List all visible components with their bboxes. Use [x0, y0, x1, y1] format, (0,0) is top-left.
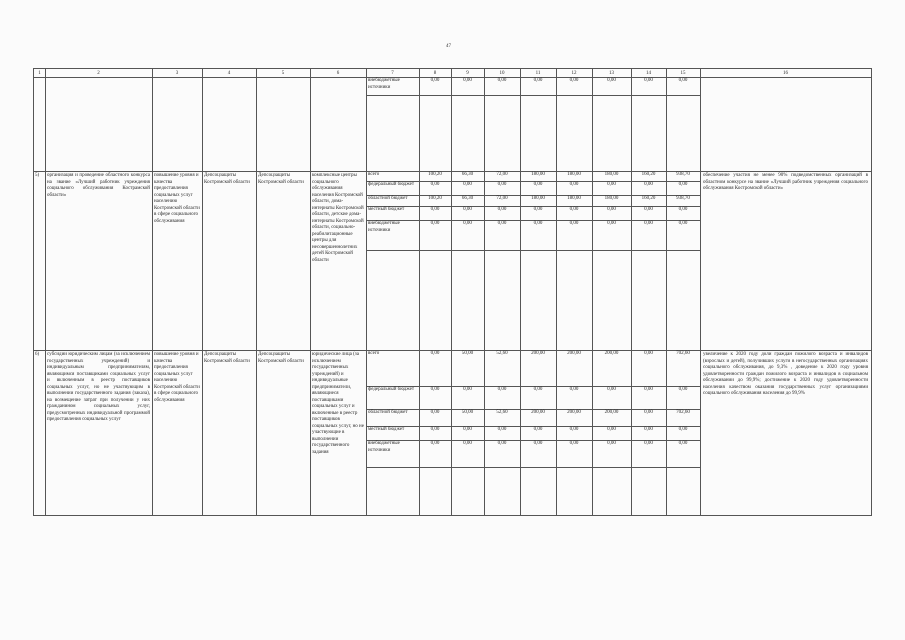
- finance-value: 0,00: [644, 351, 653, 356]
- finance-value: 0,00: [430, 182, 440, 187]
- executor2-text: Депсоцзащиты Костромской области: [258, 352, 304, 364]
- finance-value: 200,00: [567, 410, 581, 415]
- finance-value: 0,00: [497, 182, 507, 187]
- finance-value: 0,00: [463, 207, 472, 212]
- column-divider: [152, 69, 153, 515]
- finance-value: 160,20: [641, 196, 656, 201]
- page-number: 47: [446, 44, 451, 49]
- column-divider: [666, 69, 667, 515]
- finance-value: 0,00: [430, 441, 440, 446]
- finance-value: 180,00: [531, 172, 545, 177]
- finance-value: 0,00: [607, 182, 616, 187]
- finance-source: всего: [368, 351, 380, 356]
- finance-value: 200,00: [531, 410, 545, 415]
- finance-value: 66,30: [461, 196, 474, 201]
- finance-value: 50,00: [461, 351, 474, 356]
- finance-value: 0,00: [569, 441, 579, 446]
- finance-value: 0,00: [644, 441, 653, 446]
- finance-value: 0,00: [497, 387, 507, 392]
- header-cell: 15: [680, 71, 686, 76]
- header-cell: 9: [466, 71, 469, 76]
- finance-value: 0,00: [678, 78, 688, 83]
- finance-value: 0,00: [497, 221, 507, 226]
- column-divider: [631, 69, 632, 515]
- header-cell: 5: [281, 71, 285, 76]
- finance-value: 0,00: [644, 410, 653, 415]
- finance-value: 0,00: [497, 78, 507, 83]
- finance-value: 180,00: [604, 196, 619, 201]
- finance-value: 180,00: [567, 172, 581, 177]
- finance-source: всего: [368, 172, 380, 177]
- finance-value: 0,00: [678, 221, 688, 226]
- result-text: увеличение к 2020 году доли граждан пожилого возраста и инвалидов (взрослых и детей), получивших услуги в негосударственных организациях социального обслуживания, до 9,3% , доведение к 2020 году уровня удовлетворенности граждан пожилого возраста и инвалидов в социальном обслуживании до 99,9%; достижение к 2020 году удовлетворенности населения качеством оказания государственных услуг организациями социального обслуживания населения до 99,9%: [703, 352, 868, 396]
- finance-value: 0,00: [644, 207, 653, 212]
- finance-value: 0,00: [463, 78, 472, 83]
- finance-value: 0,00: [533, 441, 543, 446]
- finance-value: 0,00: [607, 441, 616, 446]
- finance-value: 0,00: [430, 387, 440, 392]
- finance-value: 0,00: [497, 427, 507, 432]
- finance-value: 0,00: [644, 387, 653, 392]
- finance-value: 72,00: [496, 172, 508, 177]
- finance-value: 0,00: [607, 207, 616, 212]
- finance-source: местный бюджет: [368, 207, 405, 212]
- finance-source: областной бюджет: [368, 196, 408, 201]
- finance-value: 160,20: [641, 172, 656, 177]
- header-cell: 12: [571, 71, 577, 76]
- program-table: [33, 68, 872, 516]
- finance-value: 0,00: [533, 207, 543, 212]
- finance-source: внебюджетные источники: [368, 78, 400, 90]
- finance-value: 0,00: [533, 387, 543, 392]
- goal-text: повышение уровня и качества предоставления социальных услуг населению Костромской области в сфере социального обслуживания: [154, 173, 200, 224]
- finance-value: 0,00: [569, 387, 579, 392]
- finance-value: 100,20: [428, 196, 442, 201]
- finance-value: 200,00: [567, 351, 581, 356]
- finance-value: 0,00: [644, 182, 653, 187]
- finance-value: 0,00: [607, 427, 616, 432]
- finance-value: 0,00: [463, 441, 472, 446]
- finance-value: 702,60: [676, 410, 690, 415]
- finance-value: 0,00: [430, 207, 440, 212]
- finance-value: 180,00: [604, 172, 619, 177]
- header-cell: 8: [433, 71, 437, 76]
- header-cell: 7: [391, 71, 394, 76]
- column-divider: [484, 69, 485, 515]
- activity-text: организация и проведение областного конкурса на звание «Лучший работник учреждения социального обслуживания Кострамской области»: [47, 173, 150, 198]
- finance-value: 0,00: [463, 182, 472, 187]
- finance-value: 52,60: [496, 351, 508, 356]
- finance-value: 200,00: [604, 351, 619, 356]
- header-cell: 10: [499, 71, 505, 76]
- finance-value: 0,00: [533, 427, 543, 432]
- finance-value: 0,00: [533, 78, 543, 83]
- finance-value: 200,00: [604, 410, 619, 415]
- column-divider: [451, 69, 452, 515]
- finance-value: 72,00: [496, 196, 508, 201]
- finance-value: 0,00: [607, 78, 616, 83]
- column-divider: [556, 69, 557, 515]
- header-cell: 14: [646, 71, 651, 76]
- header-cell: 1: [38, 71, 41, 76]
- finance-value: 52,60: [496, 410, 508, 415]
- finance-value: 0,00: [430, 351, 440, 356]
- finance-value: 0,00: [463, 427, 472, 432]
- finance-value: 0,00: [463, 387, 472, 392]
- participants-text: комплексные центры социального обслуживания населения Костромской области, дома-интернаты Костромской области, детские дома-интернаты Костромской области, социально-реабилитационные центры для несовершеннолетних детей Костромской области: [312, 173, 364, 263]
- participants-text: юридические лица (за исключением государственных учреждений) и индивидуальные предприниматели, являющиеся поставщиками социальных услуг и включенные в реестр поставщиков социальных услуг, но не участвующие в выполнении государственного задания: [312, 352, 364, 455]
- finance-source: федеральный бюджет: [368, 387, 415, 392]
- finance-value: 0,00: [569, 207, 579, 212]
- finance-value: 938,70: [676, 196, 690, 201]
- finance-source: федеральный бюджет: [368, 182, 415, 187]
- executor-text: Депсоцзащиты Костромской области: [204, 173, 250, 185]
- column-divider: [592, 69, 593, 515]
- finance-value: 0,00: [497, 207, 507, 212]
- finance-value: 0,00: [533, 221, 543, 226]
- finance-value: 180,00: [531, 196, 545, 201]
- finance-value: 0,00: [678, 427, 688, 432]
- column-divider: [45, 69, 46, 515]
- finance-value: 200,00: [531, 351, 545, 356]
- finance-value: 0,00: [678, 387, 688, 392]
- column-divider: [256, 69, 257, 515]
- row-number: 6): [35, 352, 40, 357]
- finance-source: внебюджетные источники: [368, 221, 400, 233]
- finance-value: 0,00: [533, 182, 543, 187]
- finance-value: 0,00: [678, 441, 688, 446]
- finance-value: 702,60: [676, 351, 690, 356]
- finance-value: 66,30: [461, 172, 474, 177]
- finance-divider: [366, 95, 700, 96]
- executor-text: Депсоцзащиты Костромской области: [204, 352, 250, 364]
- header-cell: 13: [609, 71, 614, 76]
- header-cell: 4: [227, 71, 231, 76]
- column-divider: [366, 69, 367, 515]
- finance-value: 50,00: [461, 410, 474, 415]
- goal-text: повышение уровня и качества предоставления социальных услуг населению Костромской области в сфере социального обслуживания: [154, 352, 200, 403]
- column-divider: [310, 69, 311, 515]
- column-divider: [419, 69, 420, 515]
- finance-value: 0,00: [678, 182, 688, 187]
- finance-value: 0,00: [607, 221, 616, 226]
- column-divider: [202, 69, 203, 515]
- finance-value: 0,00: [607, 387, 616, 392]
- finance-value: 0,00: [569, 78, 579, 83]
- finance-value: 0,00: [430, 221, 440, 226]
- header-cell: 3: [175, 71, 179, 76]
- finance-value: 0,00: [644, 221, 653, 226]
- finance-value: 0,00: [569, 221, 579, 226]
- header-cell: 2: [97, 71, 100, 76]
- executor2-text: Депсоцзащиты Костромской области: [258, 173, 304, 185]
- activity-text: субсидии юридическим лицам (за исключением государственных учреждений) и индивидуальным предпринимателям, являющимся поставщиками социальных услуг и включенным в реестр поставщиков социальных услуг, но не участвующим в выполнении государственного задания (заказа), на возмещение затрат при получении у них гражданином социальных услуг, предусмотренных индивидуальной программой предоставления социальных услуг: [47, 352, 150, 422]
- finance-value: 0,00: [644, 427, 653, 432]
- finance-value: 938,70: [676, 172, 690, 177]
- finance-divider: [366, 467, 700, 468]
- finance-source: областной бюджет: [368, 410, 408, 415]
- finance-value: 0,00: [430, 78, 440, 83]
- finance-source: местный бюджет: [368, 427, 405, 432]
- column-divider: [520, 69, 521, 515]
- finance-value: 0,00: [463, 221, 472, 226]
- finance-value: 0,00: [430, 410, 440, 415]
- finance-value: 0,00: [497, 441, 507, 446]
- result-text: обеспечение участия не менее 90% подведомственных организаций в областном конкурсе на звание «Лучший работник учреждения социального обслуживания Костромской области»: [703, 173, 868, 191]
- row-number: 5): [35, 173, 40, 178]
- header-cell: 16: [783, 71, 788, 76]
- header-cell: 11: [535, 71, 541, 76]
- finance-value: 0,00: [678, 207, 688, 212]
- finance-value: 0,00: [569, 427, 579, 432]
- finance-value: 180,00: [567, 196, 581, 201]
- finance-value: 0,00: [569, 182, 579, 187]
- finance-divider: [366, 250, 700, 251]
- header-cell: 6: [336, 71, 340, 76]
- column-divider: [700, 69, 701, 515]
- finance-value: 100,20: [428, 172, 442, 177]
- finance-value: 0,00: [430, 427, 440, 432]
- finance-source: внебюджетные источники: [368, 441, 400, 453]
- finance-value: 0,00: [644, 78, 653, 83]
